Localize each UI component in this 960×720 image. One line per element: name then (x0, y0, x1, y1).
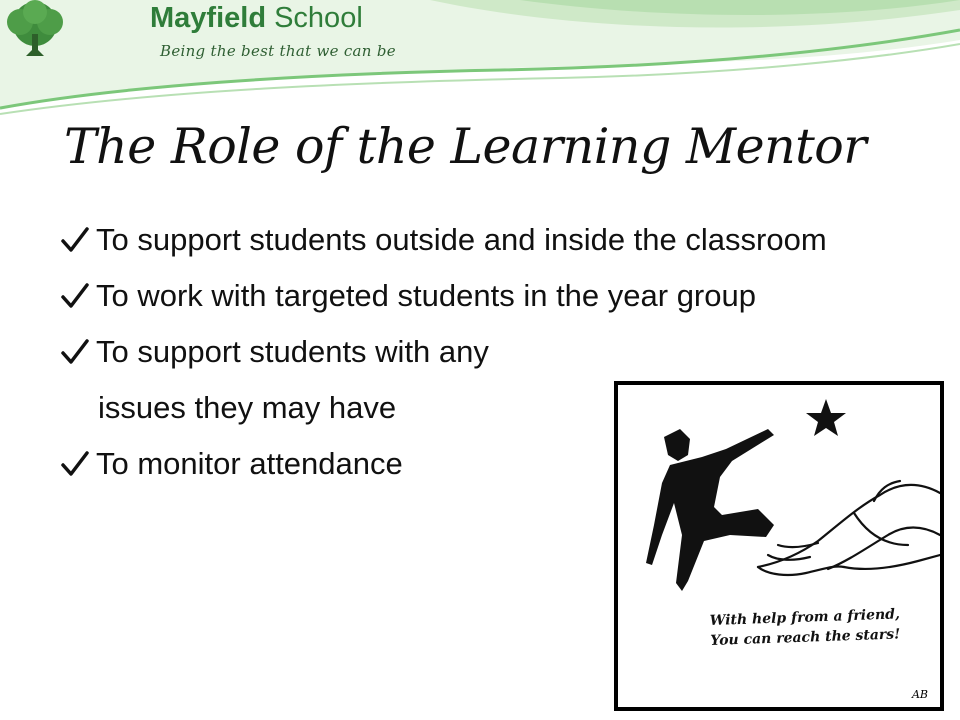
illustration-caption (709, 603, 940, 651)
bullet-text: To support students outside and inside the classroom (96, 222, 827, 257)
helping-hand (758, 481, 940, 575)
checkmark-icon (60, 282, 90, 310)
school-motto: Being the best that we can be (160, 42, 396, 60)
slide-header (0, 0, 960, 120)
bullet-item (60, 216, 860, 264)
mentor-illustration (614, 381, 944, 711)
figure-silhouette (646, 429, 774, 591)
star-icon (806, 399, 846, 436)
header-swoosh (0, 0, 960, 120)
school-name-rest: School (266, 2, 363, 34)
caption-line-1: With help from a friend, (709, 606, 901, 630)
school-name-bold: Mayfield (150, 2, 267, 34)
bullet-item (60, 272, 860, 320)
checkmark-icon (60, 226, 90, 254)
bullet-text: To monitor attendance (96, 446, 403, 481)
bullet-continuation: issues they may have (98, 390, 397, 425)
checkmark-icon (60, 338, 90, 366)
school-name (150, 2, 363, 35)
slide-title: The Role of the Learning Mentor (64, 118, 867, 175)
caption-line-2: You can reach the stars! (710, 626, 901, 650)
reaching-stars-drawing (618, 385, 940, 707)
tree-logo-icon (0, 0, 70, 62)
bullet-item (60, 328, 860, 376)
artist-signature: AB (911, 688, 928, 701)
bullet-text: To work with targeted students in the year group (96, 278, 756, 313)
bullet-text: To support students with any (96, 334, 489, 369)
checkmark-icon (60, 450, 90, 478)
